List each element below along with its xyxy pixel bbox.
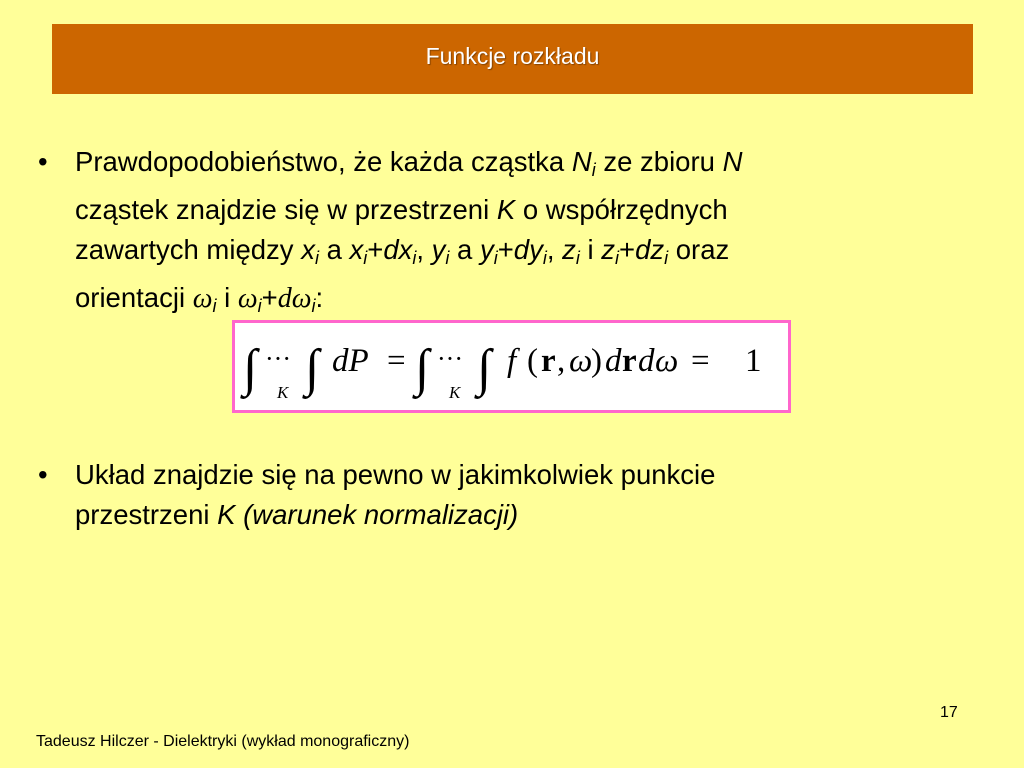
integral-sign: ∫ bbox=[477, 340, 492, 397]
title-bar bbox=[52, 24, 973, 94]
footer-text: Tadeusz Hilczer - Dielektryki (wykład monograficzny) bbox=[36, 733, 410, 750]
one: 1 bbox=[745, 343, 762, 379]
bullet-2-text bbox=[75, 455, 935, 535]
dP: dP bbox=[332, 343, 369, 379]
equals-sign: = bbox=[387, 343, 406, 379]
integral-sign: ∫ bbox=[305, 340, 320, 397]
slide-title: Funkcje rozkładu bbox=[425, 42, 600, 69]
normalization-equation bbox=[235, 323, 788, 410]
r-vector: r bbox=[541, 343, 556, 379]
bullet-1-line-1: Prawdopodobieństwo, że każda cząstka $N_i$ ze zbioru N bbox=[75, 146, 743, 180]
bullet-1-line-3: zawartych między $x_i$ a $x_i+dx_i$, $y_i$ a $y_i+dy_i$, $z_i$ i $z_i+dz_i$ oraz bbox=[75, 234, 730, 268]
bullet-marker-2: • bbox=[38, 459, 48, 490]
domain-K: K bbox=[449, 383, 461, 402]
bullet-2-line-2: przestrzeni K (warunek normalizacji) bbox=[75, 499, 519, 530]
bullet-marker-1: • bbox=[38, 146, 48, 177]
comma: , bbox=[557, 343, 566, 379]
omega: ω bbox=[655, 343, 679, 379]
d: d bbox=[605, 343, 622, 379]
f: f bbox=[507, 343, 517, 379]
equation-box bbox=[232, 320, 791, 413]
left-paren: ( bbox=[527, 343, 538, 379]
bullet-2-line-1: Układ znajdzie się na pewno w jakimkolwiek punkcie bbox=[75, 459, 716, 490]
right-paren: ) bbox=[591, 343, 602, 379]
d: d bbox=[638, 343, 655, 379]
dots: ··· bbox=[265, 344, 291, 373]
page-number: 17 bbox=[940, 704, 958, 721]
bullet-1-line-2: cząstek znajdzie się w przestrzeni K o współrzędnych bbox=[75, 194, 728, 225]
equals-sign: = bbox=[691, 343, 710, 379]
dots: ··· bbox=[437, 344, 463, 373]
integral-sign: ∫ bbox=[243, 340, 258, 397]
integral-sign: ∫ bbox=[415, 340, 430, 397]
bullet-1-text bbox=[75, 142, 935, 326]
domain-K: K bbox=[277, 383, 289, 402]
bullet-1-line-4: orientacji $\omega_i$ i $\omega_i+d\omega_i$: bbox=[75, 282, 324, 316]
omega: ω bbox=[569, 343, 593, 379]
r-vector: r bbox=[622, 343, 637, 379]
